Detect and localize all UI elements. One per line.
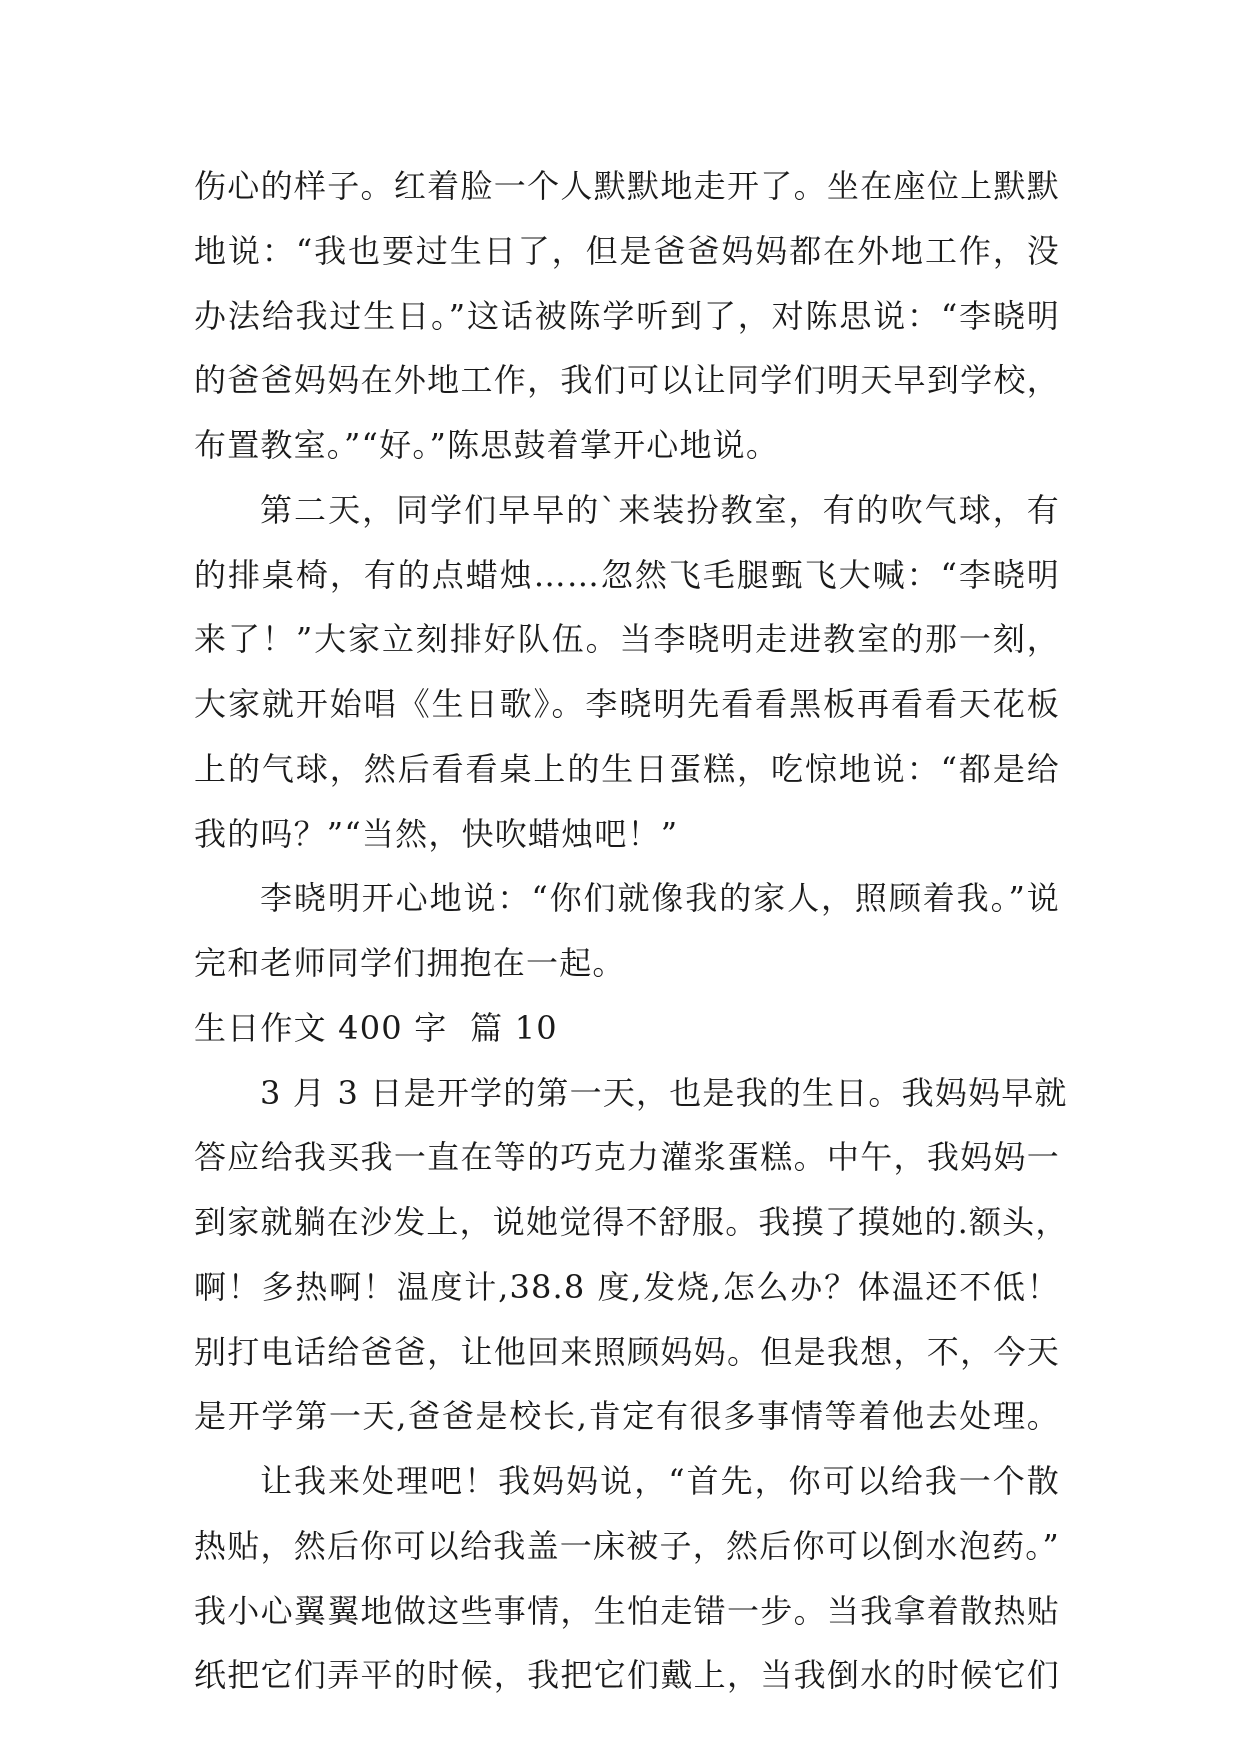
- text-line: 伤心的样子。红着脸一个人默默地走开了。坐在座位上默默: [194, 167, 1060, 205]
- text-line: 上的气球，然后看看桌上的生日蛋糕，吃惊地说：“都是给: [194, 749, 1060, 788]
- paragraph: [194, 478, 1060, 867]
- text-line: 办法给我过生日。”这话被陈学听到了，对陈思说：“李晓明: [194, 296, 1060, 335]
- paragraph: [194, 1061, 1069, 1450]
- text-line: 完和老师同学们拥抱在一起。: [194, 944, 626, 982]
- text-line: 地说：“我也要过生日了，但是爸爸妈妈都在外地工作，没: [194, 231, 1060, 270]
- text-line: 3 月 3 日是开学的第一天，也是我的生日。我妈妈早就: [260, 1073, 1068, 1112]
- text-line: 布置教室。”“好。”陈思鼓着掌开心地说。: [194, 426, 780, 464]
- text-line: 第二天，同学们早早的`来装扮教室，有的吹气球，有: [260, 490, 1060, 529]
- text-line: 李晓明开心地说：“你们就像我的家人，照顾着我。”说: [260, 879, 1060, 918]
- document-body: [194, 154, 1069, 1708]
- text-line: 的爸爸妈妈在外地工作，我们可以让同学们明天早到学校，: [194, 361, 1060, 400]
- text-line: 我的吗？”“当然，快吹蜡烛吧！”: [194, 814, 679, 853]
- text-line: 到家就躺在沙发上，说她觉得不舒服。我摸了摸她的.额头，: [194, 1203, 1069, 1241]
- text-line: 答应给我买我一直在等的巧克力灌浆蛋糕。中午，我妈妈一: [194, 1138, 1060, 1177]
- text-line: 我小心翼翼地做这些事情，生怕走错一步。当我拿着散热贴: [194, 1591, 1060, 1630]
- paragraph: [194, 1449, 1060, 1708]
- text-line: 纸把它们弄平的时候，我把它们戴上，当我倒水的时候它们: [194, 1656, 1060, 1695]
- text-line: 是开学第一天,爸爸是校长,肯定有很多事情等着他去处理。: [194, 1397, 1060, 1436]
- text-line: 啊！多热啊！温度计,38.8 度,发烧,怎么办？体温还不低！: [194, 1267, 1060, 1306]
- paragraph: [194, 866, 1060, 996]
- text-line: 热贴，然后你可以给我盖一床被子，然后你可以倒水泡药。”: [194, 1526, 1060, 1565]
- text-line: 别打电话给爸爸，让他回来照顾妈妈。但是我想，不，今天: [194, 1332, 1060, 1371]
- paragraph: [194, 154, 1060, 478]
- text-line: 的排桌椅，有的点蜡烛……忽然飞毛腿甄飞大喊：“李晓明: [194, 555, 1060, 594]
- section-heading: 生日作文 400 字 篇 10: [194, 1008, 558, 1047]
- text-line: 来了！”大家立刻排好队伍。当李晓明走进教室的那一刻，: [194, 620, 1060, 659]
- text-line: 大家就开始唱《生日歌》。李晓明先看看黑板再看看天花板: [194, 685, 1060, 723]
- text-line: 让我来处理吧！我妈妈说，“首先，你可以给我一个散: [260, 1462, 1060, 1500]
